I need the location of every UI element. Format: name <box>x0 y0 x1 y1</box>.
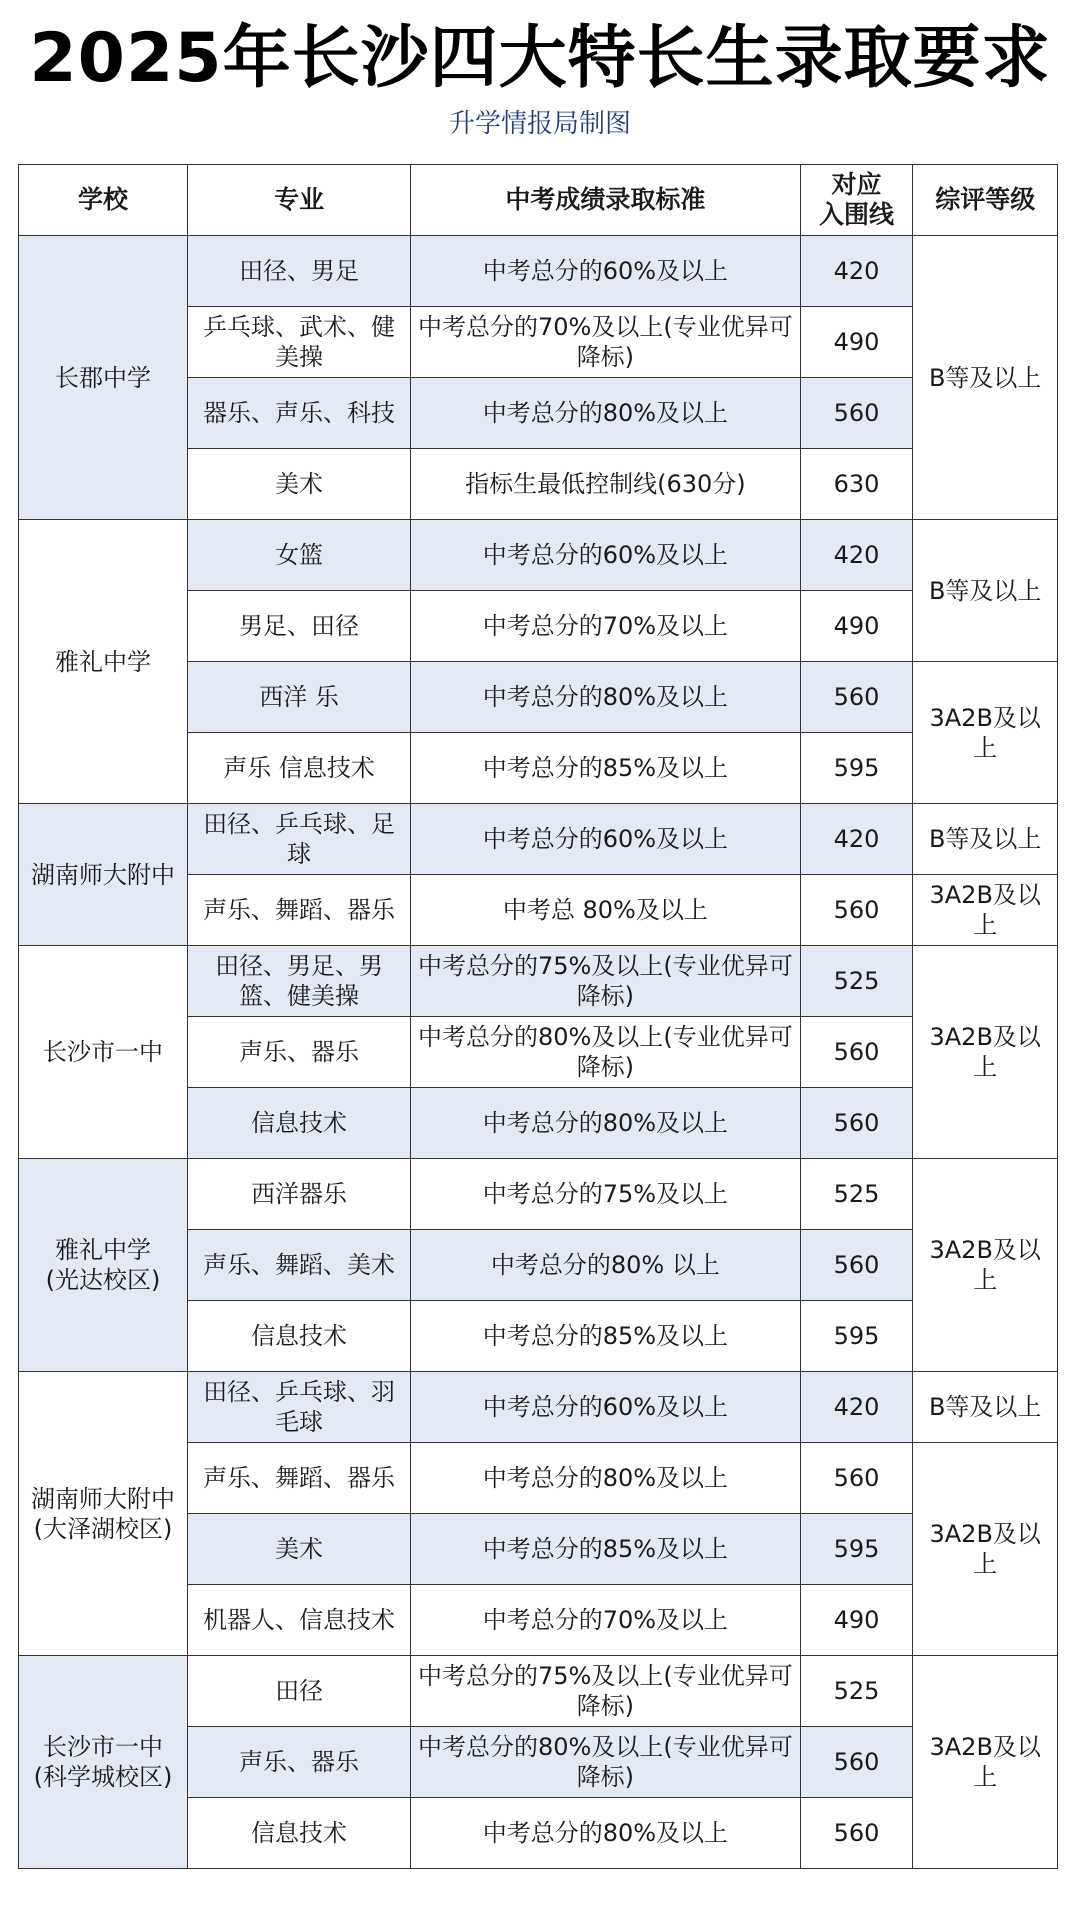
major-cell: 信息技术 <box>188 1798 411 1869</box>
major-cell: 信息技术 <box>188 1088 411 1159</box>
criteria-cell: 中考总分的80%及以上 <box>411 1798 801 1869</box>
score-cell: 420 <box>800 804 913 875</box>
score-cell: 525 <box>800 1656 913 1727</box>
grade-cell: B等及以上 <box>913 520 1058 662</box>
criteria-cell: 中考总分的80%及以上 <box>411 1443 801 1514</box>
score-cell: 490 <box>800 591 913 662</box>
criteria-cell: 中考总分的70%及以上(专业优异可降标) <box>411 307 801 378</box>
major-cell: 田径、乒乓球、羽毛球 <box>188 1372 411 1443</box>
school-name: 雅礼中学 <box>55 1236 152 1264</box>
criteria-cell: 中考总分的80%及以上(专业优异可降标) <box>411 1727 801 1798</box>
major-cell: 女篮 <box>188 520 411 591</box>
school-cell: 长郡中学 <box>19 236 188 520</box>
school-campus: (科学城校区) <box>33 1763 173 1791</box>
header-cutoff <box>800 165 913 236</box>
criteria-cell: 中考总分的75%及以上 <box>411 1159 801 1230</box>
major-cell: 美术 <box>188 1514 411 1585</box>
score-cell: 595 <box>800 1514 913 1585</box>
criteria-cell: 指标生最低控制线(630分) <box>411 449 801 520</box>
major-cell: 机器人、信息技术 <box>188 1585 411 1656</box>
grade-cell: 3A2B及以上 <box>913 946 1058 1159</box>
table-header-row <box>19 165 1058 236</box>
major-cell: 田径、男足 <box>188 236 411 307</box>
criteria-cell: 中考总分的85%及以上 <box>411 1301 801 1372</box>
score-cell: 560 <box>800 875 913 946</box>
score-cell: 560 <box>800 1727 913 1798</box>
major-cell: 声乐、舞蹈、美术 <box>188 1230 411 1301</box>
criteria-cell: 中考总分的80% 以上 <box>411 1230 801 1301</box>
grade-cell: B等及以上 <box>913 804 1058 875</box>
grade-cell: B等及以上 <box>913 1372 1058 1443</box>
header-cutoff-line1: 对应 <box>831 170 882 199</box>
major-cell: 男足、田径 <box>188 591 411 662</box>
criteria-cell: 中考总分的80%及以上(专业优异可降标) <box>411 1017 801 1088</box>
grade-cell: 3A2B及以上 <box>913 875 1058 946</box>
major-cell: 声乐、舞蹈、器乐 <box>188 1443 411 1514</box>
school-cell: 雅礼中学 <box>19 520 188 804</box>
score-cell: 420 <box>800 236 913 307</box>
page-title: 2025年长沙四大特长生录取要求 <box>29 19 1051 98</box>
grade-cell: 3A2B及以上 <box>913 662 1058 804</box>
criteria-cell: 中考总分的60%及以上 <box>411 1372 801 1443</box>
score-cell: 560 <box>800 662 913 733</box>
school-name: 长沙市一中 <box>43 1733 164 1761</box>
criteria-cell: 中考总分的60%及以上 <box>411 236 801 307</box>
major-cell: 美术 <box>188 449 411 520</box>
score-cell: 630 <box>800 449 913 520</box>
criteria-cell: 中考总分的80%及以上 <box>411 1088 801 1159</box>
score-cell: 560 <box>800 1798 913 1869</box>
table-row <box>19 804 1058 875</box>
criteria-cell: 中考总 80%及以上 <box>411 875 801 946</box>
criteria-cell: 中考总分的85%及以上 <box>411 733 801 804</box>
admission-table <box>18 164 1058 1869</box>
criteria-cell: 中考总分的75%及以上(专业优异可降标) <box>411 946 801 1017</box>
table-row <box>19 236 1058 307</box>
criteria-cell: 中考总分的80%及以上 <box>411 378 801 449</box>
major-cell: 田径 <box>188 1656 411 1727</box>
score-cell: 420 <box>800 520 913 591</box>
score-cell: 490 <box>800 1585 913 1656</box>
table-row <box>19 1372 1058 1443</box>
header-grade: 综评等级 <box>913 165 1058 236</box>
criteria-cell: 中考总分的60%及以上 <box>411 804 801 875</box>
score-cell: 560 <box>800 1230 913 1301</box>
score-cell: 490 <box>800 307 913 378</box>
school-name: 湖南师大附中 <box>31 1484 176 1513</box>
criteria-cell: 中考总分的60%及以上 <box>411 520 801 591</box>
table-row <box>19 946 1058 1017</box>
school-cell: 湖南师大附中 <box>19 804 188 946</box>
major-cell: 声乐、器乐 <box>188 1727 411 1798</box>
header-criteria: 中考成绩录取标准 <box>411 165 801 236</box>
header-major: 专业 <box>188 165 411 236</box>
school-cell <box>19 1159 188 1372</box>
grade-cell: 3A2B及以上 <box>913 1159 1058 1372</box>
header-school: 学校 <box>19 165 188 236</box>
score-cell: 525 <box>800 1159 913 1230</box>
school-cell: 长沙市一中 <box>19 946 188 1159</box>
score-cell: 420 <box>800 1372 913 1443</box>
school-campus: (光达校区) <box>45 1266 161 1294</box>
criteria-cell: 中考总分的80%及以上 <box>411 662 801 733</box>
major-cell: 声乐、舞蹈、器乐 <box>188 875 411 946</box>
score-cell: 560 <box>800 1443 913 1514</box>
criteria-cell: 中考总分的70%及以上 <box>411 591 801 662</box>
score-cell: 525 <box>800 946 913 1017</box>
grade-cell: 3A2B及以上 <box>913 1656 1058 1869</box>
table-row <box>19 1656 1058 1727</box>
major-cell: 器乐、声乐、科技 <box>188 378 411 449</box>
criteria-cell: 中考总分的75%及以上(专业优异可降标) <box>411 1656 801 1727</box>
header-cutoff-line2: 入围线 <box>819 200 895 229</box>
page-subtitle: 升学情报局制图 <box>448 109 631 139</box>
score-cell: 560 <box>800 1017 913 1088</box>
score-cell: 595 <box>800 733 913 804</box>
major-cell: 西洋器乐 <box>188 1159 411 1230</box>
score-cell: 595 <box>800 1301 913 1372</box>
grade-cell: B等及以上 <box>913 236 1058 520</box>
grade-cell: 3A2B及以上 <box>913 1443 1058 1656</box>
table-row <box>19 520 1058 591</box>
criteria-cell: 中考总分的70%及以上 <box>411 1585 801 1656</box>
major-cell: 声乐 信息技术 <box>188 733 411 804</box>
score-cell: 560 <box>800 378 913 449</box>
major-cell: 信息技术 <box>188 1301 411 1372</box>
score-cell: 560 <box>800 1088 913 1159</box>
major-cell: 西洋 乐 <box>188 662 411 733</box>
school-cell <box>19 1656 188 1869</box>
criteria-cell: 中考总分的85%及以上 <box>411 1514 801 1585</box>
school-campus: (大泽湖校区) <box>33 1514 173 1543</box>
major-cell: 声乐、器乐 <box>188 1017 411 1088</box>
table-row <box>19 1159 1058 1230</box>
major-cell: 田径、乒乓球、足球 <box>188 804 411 875</box>
major-cell: 田径、男足、男篮、健美操 <box>188 946 411 1017</box>
school-cell <box>19 1372 188 1656</box>
major-cell: 乒乓球、武术、健美操 <box>188 307 411 378</box>
